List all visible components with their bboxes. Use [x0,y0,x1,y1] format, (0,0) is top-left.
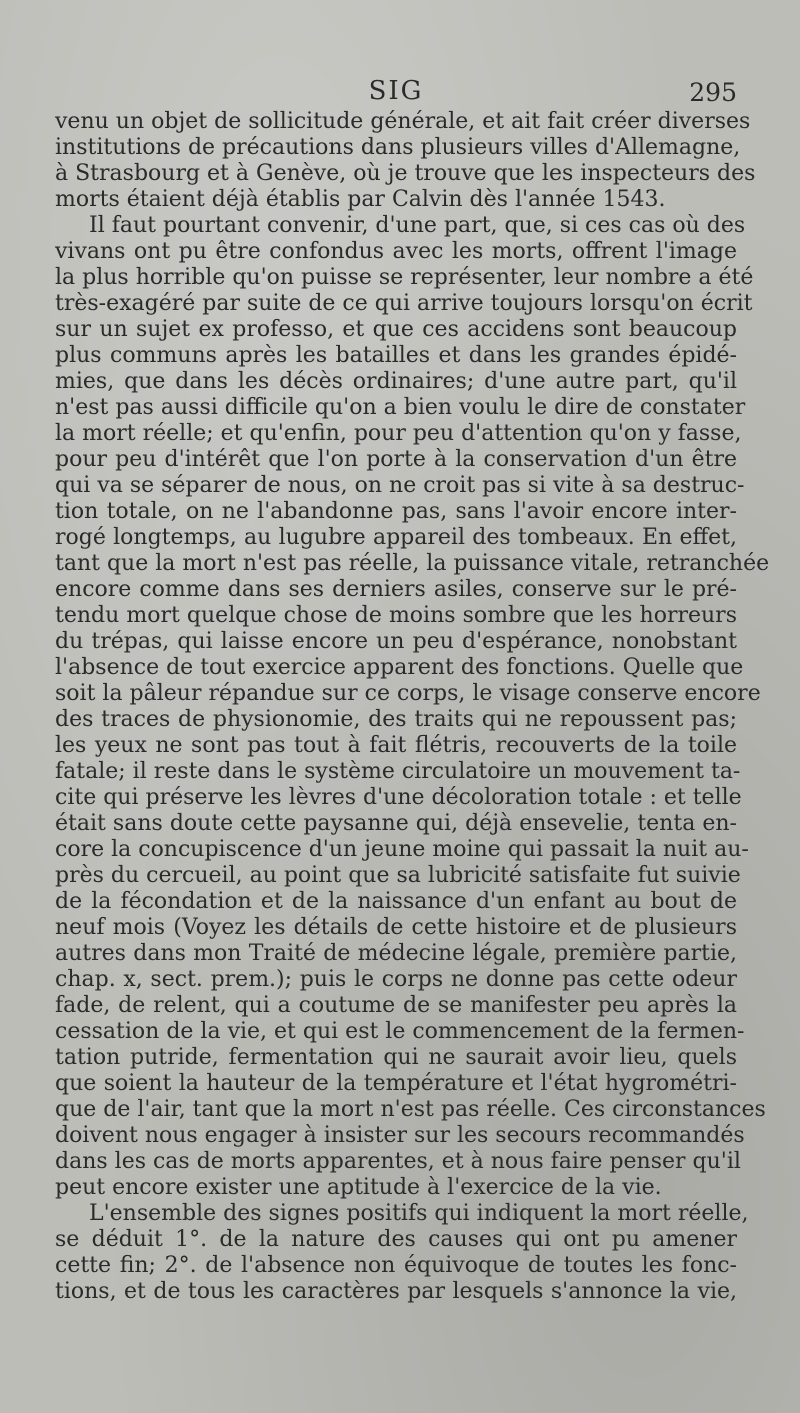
text-line: de la fécondation et de la naissance d'un enfant au bout de [55,889,737,914]
text-line: encore comme dans ses derniers asiles, conserve sur le pré- [55,577,737,602]
text-line: la plus horrible qu'on puisse se représenter, leur nombre a été [55,265,754,290]
text-line: n'est pas aussi difficile qu'on a bien voulu le dire de constater [55,395,746,420]
text-line: mies, que dans les décès ordinaires; d'une autre part, qu'il [55,369,737,394]
running-head [55,72,737,112]
text-line: doivent nous engager à insister sur les secours recommandés [55,1123,745,1148]
text-line: peut encore exister une aptitude à l'exercice de la vie. [55,1175,662,1200]
text-line: des traces de physionomie, des traits qui ne repoussent pas; [55,707,737,732]
text-line: pour peu d'intérêt que l'on porte à la conservation d'un être [55,447,737,472]
text-line: chap. x, sect. prem.); puis le corps ne donne pas cette odeur [55,967,737,992]
running-head-title: SIG [368,76,424,106]
text-line: cite qui préserve les lèvres d'une décoloration totale : et telle [55,785,742,810]
text-line: se déduit 1°. de la nature des causes qui ont pu amener [55,1227,737,1252]
text-line: sur un sujet ex professo, et que ces accidens sont beaucoup [55,317,737,342]
text-line: autres dans mon Traité de médecine légale, première partie, [55,941,737,966]
text-line: que soient la hauteur de la température et l'état hygrométri- [55,1071,737,1096]
text-line: rogé longtemps, au lugubre appareil des tombeaux. En effet, [55,525,737,550]
text-line: tation putride, fermentation qui ne saurait avoir lieu, quels [55,1045,737,1070]
text-line: très-exagéré par suite de ce qui arrive toujours lorsqu'on écrit [55,291,753,316]
text-line: tions, et de tous les caractères par lesquels s'annonce la vie, [55,1279,737,1304]
text-line: qui va se séparer de nous, on ne croit pas si vite à sa destruc- [55,473,745,498]
text-line: plus communs après les batailles et dans les grandes épidé- [55,343,737,368]
text-line: près du cercueil, au point que sa lubricité satisfaite fut suivie [55,863,741,888]
text-line: cette fin; 2°. de l'absence non équivoque de toutes les fonc- [55,1253,737,1278]
text-line: fatale; il reste dans le système circulatoire un mouvement ta- [55,759,741,784]
text-line: neuf mois (Voyez les détails de cette histoire et de plusieurs [55,915,737,940]
text-line: dans les cas de morts apparentes, et à nous faire penser qu'il [55,1149,741,1174]
text-line: Il faut pourtant convenir, d'une part, que, si ces cas où des [89,213,746,238]
text-line: tant que la mort n'est pas réelle, la puissance vitale, retranchée [55,551,770,576]
text-line: morts étaient déjà établis par Calvin dès l'année 1543. [55,187,666,212]
text-line: l'absence de tout exercice apparent des fonctions. Quelle que [55,655,744,680]
text-line: que de l'air, tant que la mort n'est pas réelle. Ces circonstances [55,1097,766,1122]
text-line: soit la pâleur répandue sur ce corps, le visage conserve encore [55,681,761,706]
text-line: était sans doute cette paysanne qui, déjà ensevelie, tenta en- [55,811,737,836]
text-line: du trépas, qui laisse encore un peu d'espérance, nonobstant [55,629,737,654]
text-line: tendu mort quelque chose de moins sombre que les horreurs [55,603,737,628]
text-line: tion totale, on ne l'abandonne pas, sans l'avoir encore inter- [55,499,737,524]
text-line: cessation de la vie, et qui est le commencement de la fermen- [55,1019,745,1044]
text-line: fade, de relent, qui a coutume de se manifester peu après la [55,993,737,1018]
text-line: vivans ont pu être confondus avec les morts, offrent l'image [55,239,737,264]
text-line: à Strasbourg et à Genève, où je trouve que les inspecteurs des [55,161,756,186]
text-line: les yeux ne sont pas tout à fait flétris, recouverts de la toile [55,733,737,758]
text-line: L'ensemble des signes positifs qui indiquent la mort réelle, [89,1201,749,1226]
body-text [55,109,770,1305]
page-number: 295 [689,78,737,107]
text-line: la mort réelle; et qu'enfin, pour peu d'attention qu'on y fasse, [55,421,742,446]
text-line: venu un objet de sollicitude générale, et ait fait créer diverses [55,109,751,134]
text-line: core la concupiscence d'un jeune moine qui passait la nuit au- [55,837,749,862]
text-line: institutions de précautions dans plusieurs villes d'Allemagne, [55,135,741,160]
